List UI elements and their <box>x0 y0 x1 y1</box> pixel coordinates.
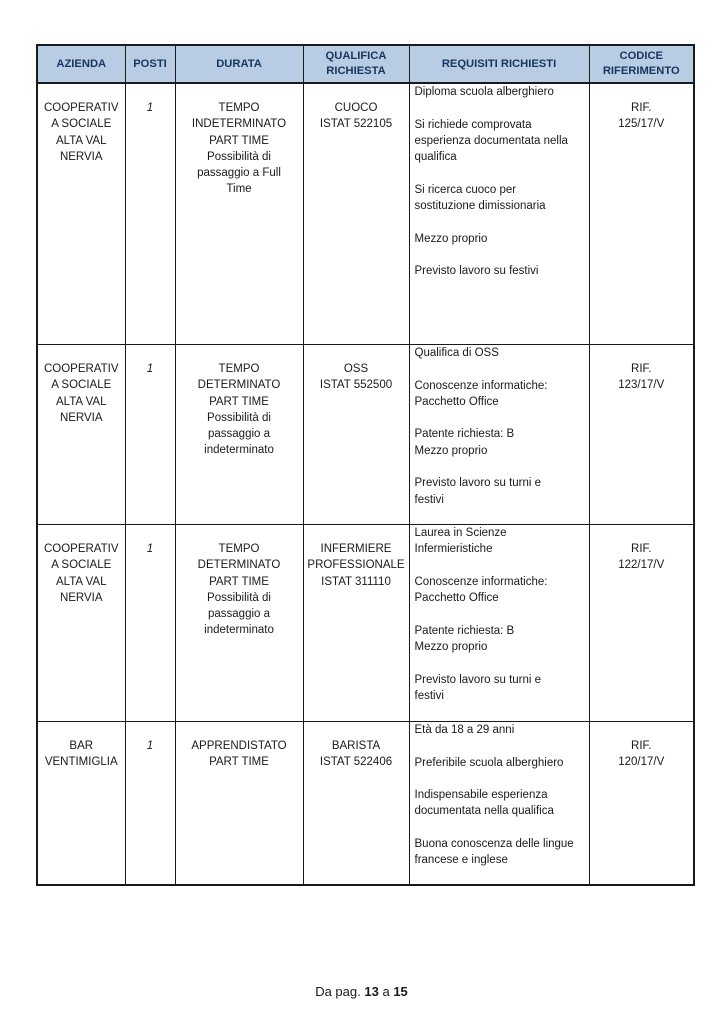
page-footer <box>0 984 723 999</box>
table-row <box>37 345 694 525</box>
header-qualifica: QUALIFICA RICHIESTA <box>303 45 409 83</box>
cell-azienda: BAR VENTIMIGLIA <box>37 722 125 886</box>
cell-qualifica: BARISTA ISTAT 522406 <box>303 722 409 886</box>
cell-qualifica: OSS ISTAT 552500 <box>303 345 409 525</box>
cell-azienda: COOPERATIV A SOCIALE ALTA VAL NERVIA <box>37 525 125 722</box>
cell-posti: 1 <box>125 722 175 886</box>
cell-durata: TEMPO DETERMINATO PART TIME Possibilità di passaggio a indeterminato <box>175 525 303 722</box>
footer-total-pages: 15 <box>393 984 408 999</box>
cell-posti: 1 <box>125 345 175 525</box>
cell-durata: TEMPO DETERMINATO PART TIME Possibilità di passaggio a indeterminato <box>175 345 303 525</box>
footer-current-page: 13 <box>364 984 379 999</box>
cell-requisiti: Età da 18 a 29 anni Preferibile scuola alberghiero Indispensabile esperienza documentata nella qualifica Buona conoscenza delle lingue francese e inglese <box>409 722 589 886</box>
cell-azienda: COOPERATIV A SOCIALE ALTA VAL NERVIA <box>37 83 125 345</box>
header-azienda: AZIENDA <box>37 45 125 83</box>
job-offers-table <box>36 44 695 886</box>
table-row <box>37 83 694 345</box>
header-requisiti: REQUISITI RICHIESTI <box>409 45 589 83</box>
cell-requisiti: Laurea in Scienze Infermieristiche Conoscenze informatiche: Pacchetto Office Patente richiesta: B Mezzo proprio Previsto lavoro su turni e festivi <box>409 525 589 722</box>
cell-codice: RIF. 122/17/V <box>589 525 694 722</box>
cell-azienda: COOPERATIV A SOCIALE ALTA VAL NERVIA <box>37 345 125 525</box>
cell-qualifica: CUOCO ISTAT 522105 <box>303 83 409 345</box>
header-posti: POSTI <box>125 45 175 83</box>
cell-posti: 1 <box>125 83 175 345</box>
table-row <box>37 525 694 722</box>
footer-prefix: Da pag. <box>315 984 361 999</box>
cell-codice: RIF. 125/17/V <box>589 83 694 345</box>
cell-durata: APPRENDISTATO PART TIME <box>175 722 303 886</box>
header-codice: CODICE RIFERIMENTO <box>589 45 694 83</box>
footer-separator: a <box>382 984 390 999</box>
cell-requisiti: Qualifica di OSS Conoscenze informatiche: Pacchetto Office Patente richiesta: B Mezzo proprio Previsto lavoro su turni e festivi <box>409 345 589 525</box>
table-header-row <box>37 45 694 83</box>
header-durata: DURATA <box>175 45 303 83</box>
cell-qualifica: INFERMIERE PROFESSIONALE ISTAT 311110 <box>303 525 409 722</box>
cell-codice: RIF. 123/17/V <box>589 345 694 525</box>
cell-codice: RIF. 120/17/V <box>589 722 694 886</box>
table-row <box>37 722 694 886</box>
cell-durata: TEMPO INDETERMINATO PART TIME Possibilità di passaggio a Full Time <box>175 83 303 345</box>
cell-requisiti: Diploma scuola alberghiero Si richiede comprovata esperienza documentata nella qualifica Si ricerca cuoco per sostituzione dimissionaria Mezzo proprio Previsto lavoro su festivi <box>409 83 589 345</box>
cell-posti: 1 <box>125 525 175 722</box>
